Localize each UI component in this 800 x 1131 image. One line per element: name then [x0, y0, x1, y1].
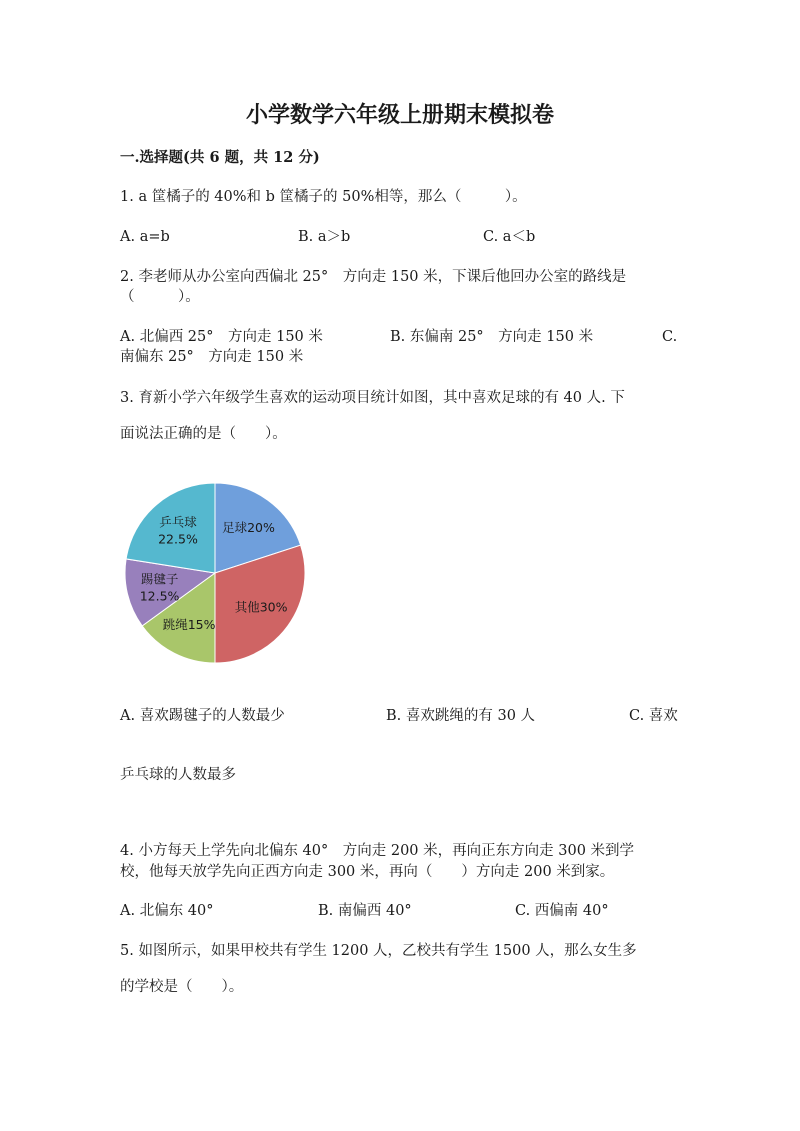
q2-stem-line1: 2. 李老师从办公室向西偏北 25° 方向走 150 米，下课后他回办公室的路线是: [120, 269, 627, 285]
pie-label-3: 踢毽子 12.5%: [139, 571, 180, 604]
q5-stem-line2: 的学校是（ ）。: [120, 979, 244, 995]
q4-option-b: B. 南偏西 40°: [318, 903, 412, 919]
q3-option-a: A. 喜欢踢毽子的人数最少: [120, 708, 285, 724]
q1-option-c: C. a＜b: [483, 229, 536, 245]
q2-option-b: B. 东偏南 25° 方向走 150 米: [390, 329, 594, 345]
q4-stem-line2: 校，他每天放学先向正西方向走 300 米，再向（ ）方向走 200 米到家。: [120, 864, 615, 880]
pie-label-0: 足球20%: [222, 519, 275, 535]
sports-pie-chart: [110, 470, 320, 680]
q4-option-a: A. 北偏东 40°: [120, 903, 214, 919]
section-heading: 一.选择题(共 6 题，共 12 分): [120, 149, 320, 166]
q2-option-c-label: C.: [662, 329, 678, 345]
q2-option-a: A. 北偏西 25° 方向走 150 米: [120, 329, 323, 345]
q4-option-c: C. 西偏南 40°: [515, 903, 609, 919]
q3-option-b: B. 喜欢跳绳的有 30 人: [386, 708, 536, 724]
q4-stem-line1: 4. 小方每天上学先向北偏东 40° 方向走 200 米，再向正东方向走 300 米到学: [120, 843, 635, 859]
page-title: 小学数学六年级上册期末模拟卷: [245, 102, 554, 128]
q2-stem-line2: （ ）。: [120, 289, 200, 305]
q5-stem-line1: 5. 如图所示，如果甲校共有学生 1200 人，乙校共有学生 1500 人，那么女生多: [120, 943, 637, 959]
pie-label-1: 其他30%: [234, 599, 288, 615]
q1-option-a: A. a=b: [120, 229, 170, 245]
pie-label-4: 乒乓球 22.5%: [158, 514, 198, 547]
q3-option-c-text: 乒乓球的人数最多: [120, 767, 236, 783]
q3-option-c-label: C. 喜欢: [629, 708, 678, 724]
q1-option-b: B. a＞b: [298, 229, 351, 245]
q3-stem-line1: 3. 育新小学六年级学生喜欢的运动项目统计如图，其中喜欢足球的有 40 人. 下: [120, 390, 625, 406]
q2-option-c-text: 南偏东 25° 方向走 150 米: [120, 349, 304, 365]
pie-label-2: 跳绳15%: [162, 616, 216, 632]
q3-stem-line2: 面说法正确的是（ ）。: [120, 426, 287, 442]
q1-stem: 1. a 筐橘子的 40%和 b 筐橘子的 50%相等，那么（ ）。: [120, 189, 527, 205]
